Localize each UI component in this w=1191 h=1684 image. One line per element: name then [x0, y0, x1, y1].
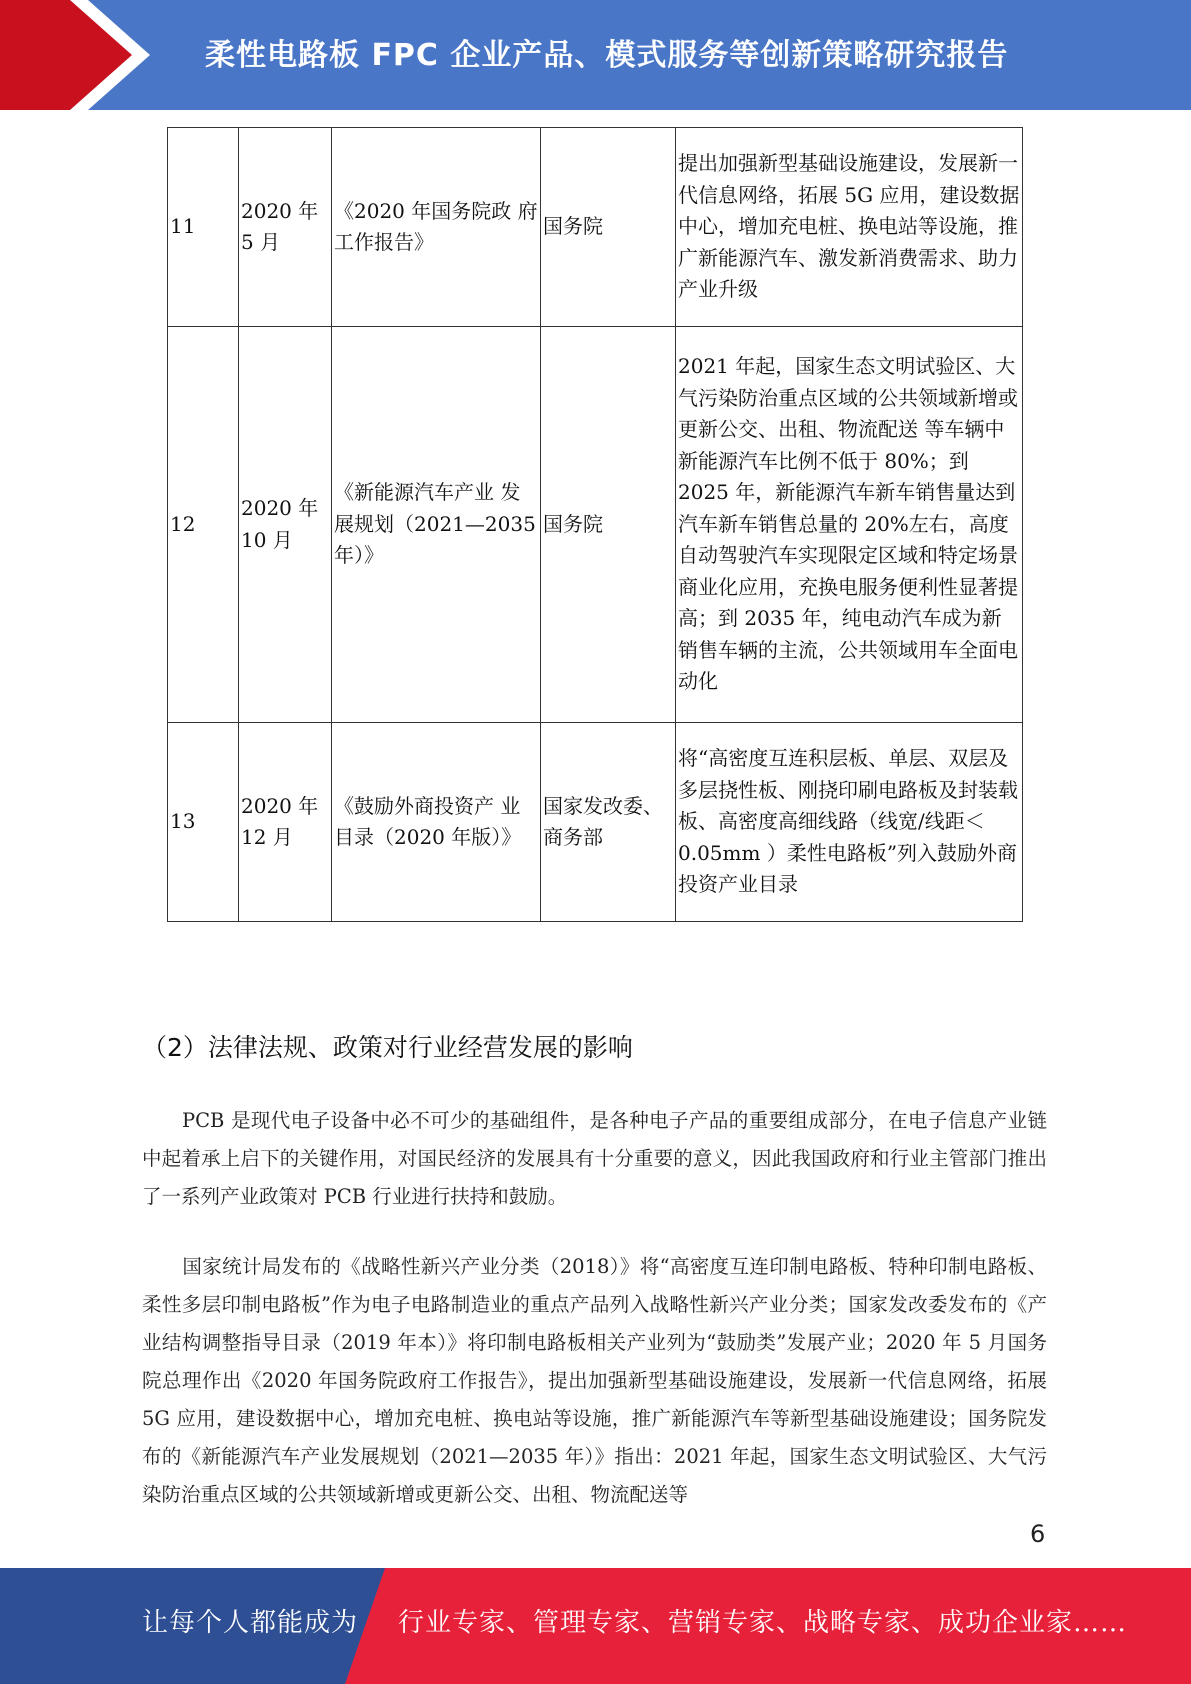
footer-slogan-left: 让每个人都能成为: [142, 1608, 359, 1638]
row-number: 13: [168, 723, 239, 922]
row-date: 2020 年 5 月: [239, 128, 332, 327]
row-date: 2020 年 12 月: [239, 723, 332, 922]
table-row: [168, 128, 1023, 327]
header-title: 柔性电路板 FPC 企业产品、模式服务等创新策略研究报告: [205, 38, 1009, 73]
page-header: [0, 0, 1191, 110]
paragraph-text: PCB 是现代电子设备中必不可少的基础组件，是各种电子产品的重要组成部分，在电子信息产业链中起着承上启下的关键作用，对国民经济的发展具有十分重要的意义，因此我国政府和行业主管部门推出了一系列产业政策对 PCB 行业进行扶持和鼓励。: [142, 1109, 1047, 1208]
row-organization: 国家发改委、商务部: [541, 723, 676, 922]
paragraph-text: 国家统计局发布的《战略性新兴产业分类（2018）》将“高密度互连印制电路板、特种印制电路板、柔性多层印制电路板”作为电子电路制造业的重点产品列入战略性新兴产业分类；国家发改委发布的《产业结构调整指导目录（2019 年本）》将印制电路板相关产业列为“鼓励类”发展产业；2020 年 5 月国务院总理作出《2020 年国务院政府工作报告》，提出加强新型基础设施建设，发展新一代信息网络，拓展 5G 应用，建设数据中心，增加充电桩、换电站等设施，推广新能源汽车等新型基础设施建设；国务院发布的《新能源汽车产业发展规划（2021—2035 年）》指出：2021 年起，国家生态文明试验区、大气污染防治重点区域的公共领域新增或更新公交、出租、物流配送等: [142, 1255, 1047, 1506]
body-paragraph: [142, 1102, 1047, 1216]
page-footer: [0, 1568, 1191, 1684]
section-heading: （2）法律法规、政策对行业经营发展的影响: [142, 1033, 633, 1062]
policy-table: [167, 127, 1023, 922]
row-document: 《2020 年国务院政 府工作报告》: [332, 128, 541, 327]
footer-slogan-right: 行业专家、管理专家、营销专家、战略专家、成功企业家……: [398, 1608, 1128, 1638]
row-organization: 国务院: [541, 327, 676, 723]
row-description: 提出加强新型基础设施建设，发展新一代信息网络，拓展 5G 应用，建设数据中心，增加充电桩、换电站等设施，推广新能源汽车、激发新消费需求、助力产业升级: [676, 128, 1023, 327]
body-paragraph: [142, 1248, 1047, 1514]
row-number: 11: [168, 128, 239, 327]
row-description: 将“高密度互连积层板、单层、双层及多层挠性板、刚挠印刷电路板及封装载板、高密度高细线路（线宽/线距＜0.05mm ）柔性电路板”列入鼓励外商投资产业目录: [676, 723, 1023, 922]
page-number: 6: [1030, 1520, 1046, 1548]
row-organization: 国务院: [541, 128, 676, 327]
row-document: 《鼓励外商投资产 业目录（2020 年版）》: [332, 723, 541, 922]
row-document: 《新能源汽车产业 发展规划（2021—2035 年）》: [332, 327, 541, 723]
row-date: 2020 年 10 月: [239, 327, 332, 723]
row-description: 2021 年起，国家生态文明试验区、大气污染防治重点区域的公共领域新增或更新公交、出租、物流配送 等车辆中新能源汽车比例不低于 80%；到 2025 年，新能源汽车新车销售量达到汽车新车销售总量的 20%左右，高度自动驾驶汽车实现限定区域和特定场景商业化应用，充换电服务便利性显著提高；到 2035 年，纯电动汽车成为新销售车辆的主流，公共领域用车全面电动化: [676, 327, 1023, 723]
table-row: [168, 723, 1023, 922]
row-number: 12: [168, 327, 239, 723]
header-chevron-graphic: [0, 0, 150, 110]
table-row: [168, 327, 1023, 723]
